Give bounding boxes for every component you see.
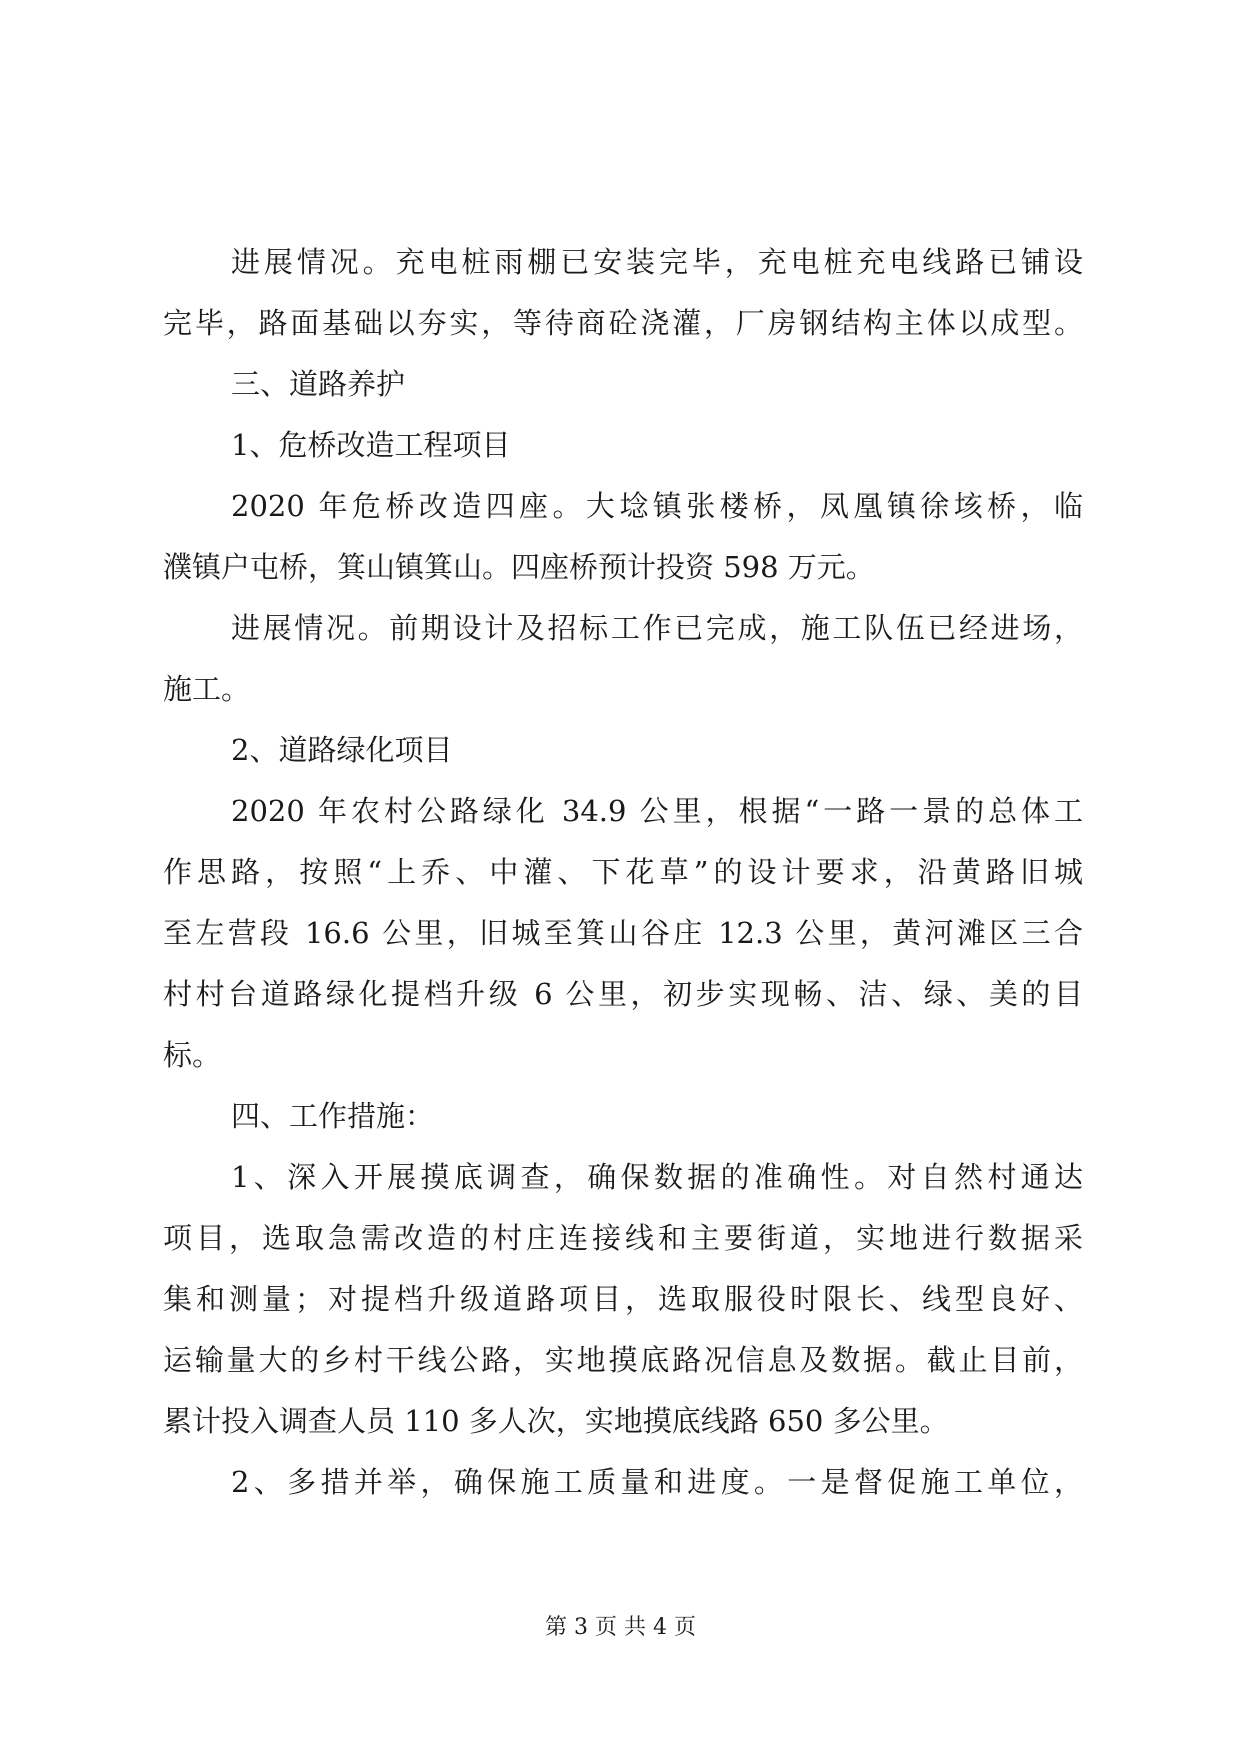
text-line: 运输量大的乡村干线公路，实地摸底路况信息及数据。截止目前， [163,1343,1083,1377]
text-line: 濮镇户屯桥，箕山镇箕山。四座桥预计投资 598 万元。 [163,550,875,584]
text-line: 进展情况。前期设计及招标工作已完成，施工队伍已经进场， [231,611,1083,645]
text-line: 作思路，按照“上乔、中灌、下花草”的设计要求，沿黄路旧城 [163,855,1083,889]
text-line: 标。 [163,1038,222,1072]
text-line: 项目，选取急需改造的村庄连接线和主要街道，实地进行数据采 [163,1221,1083,1255]
text-line: 施工。 [163,672,251,706]
document-body [163,232,1083,1513]
text-line: 1、深入开展摸底调查，确保数据的准确性。对自然村通达 [231,1160,1083,1194]
text-line: 至左营段 16.6 公里，旧城至箕山谷庄 12.3 公里，黄河滩区三合 [163,916,1083,950]
section-heading: 四、工作措施： [231,1099,435,1133]
page-number-footer: 第 3 页 共 4 页 [545,1615,696,1640]
text-line: 2020 年农村公路绿化 34.9 公里，根据“一路一景的总体工 [231,794,1083,828]
subsection-heading: 2、道路绿化项目 [231,733,453,767]
text-line: 完毕，路面基础以夯实，等待商砼浇灌，厂房钢结构主体以成型。 [163,306,1083,340]
text-line: 村村台道路绿化提档升级 6 公里，初步实现畅、洁、绿、美的目 [163,977,1083,1011]
text-line: 进展情况。充电桩雨棚已安装完毕，充电桩充电线路已铺设 [231,245,1083,279]
subsection-heading: 1、危桥改造工程项目 [231,428,511,462]
text-line: 集和测量；对提档升级道路项目，选取服役时限长、线型良好、 [163,1282,1083,1316]
text-line: 2、多措并举，确保施工质量和进度。一是督促施工单位， [231,1465,1083,1499]
section-heading: 三、道路养护 [231,367,406,401]
text-line: 累计投入调查人员 110 多人次，实地摸底线路 650 多公里。 [163,1404,949,1438]
text-line: 2020 年危桥改造四座。大埝镇张楼桥，凤凰镇徐垓桥，临 [231,489,1083,523]
